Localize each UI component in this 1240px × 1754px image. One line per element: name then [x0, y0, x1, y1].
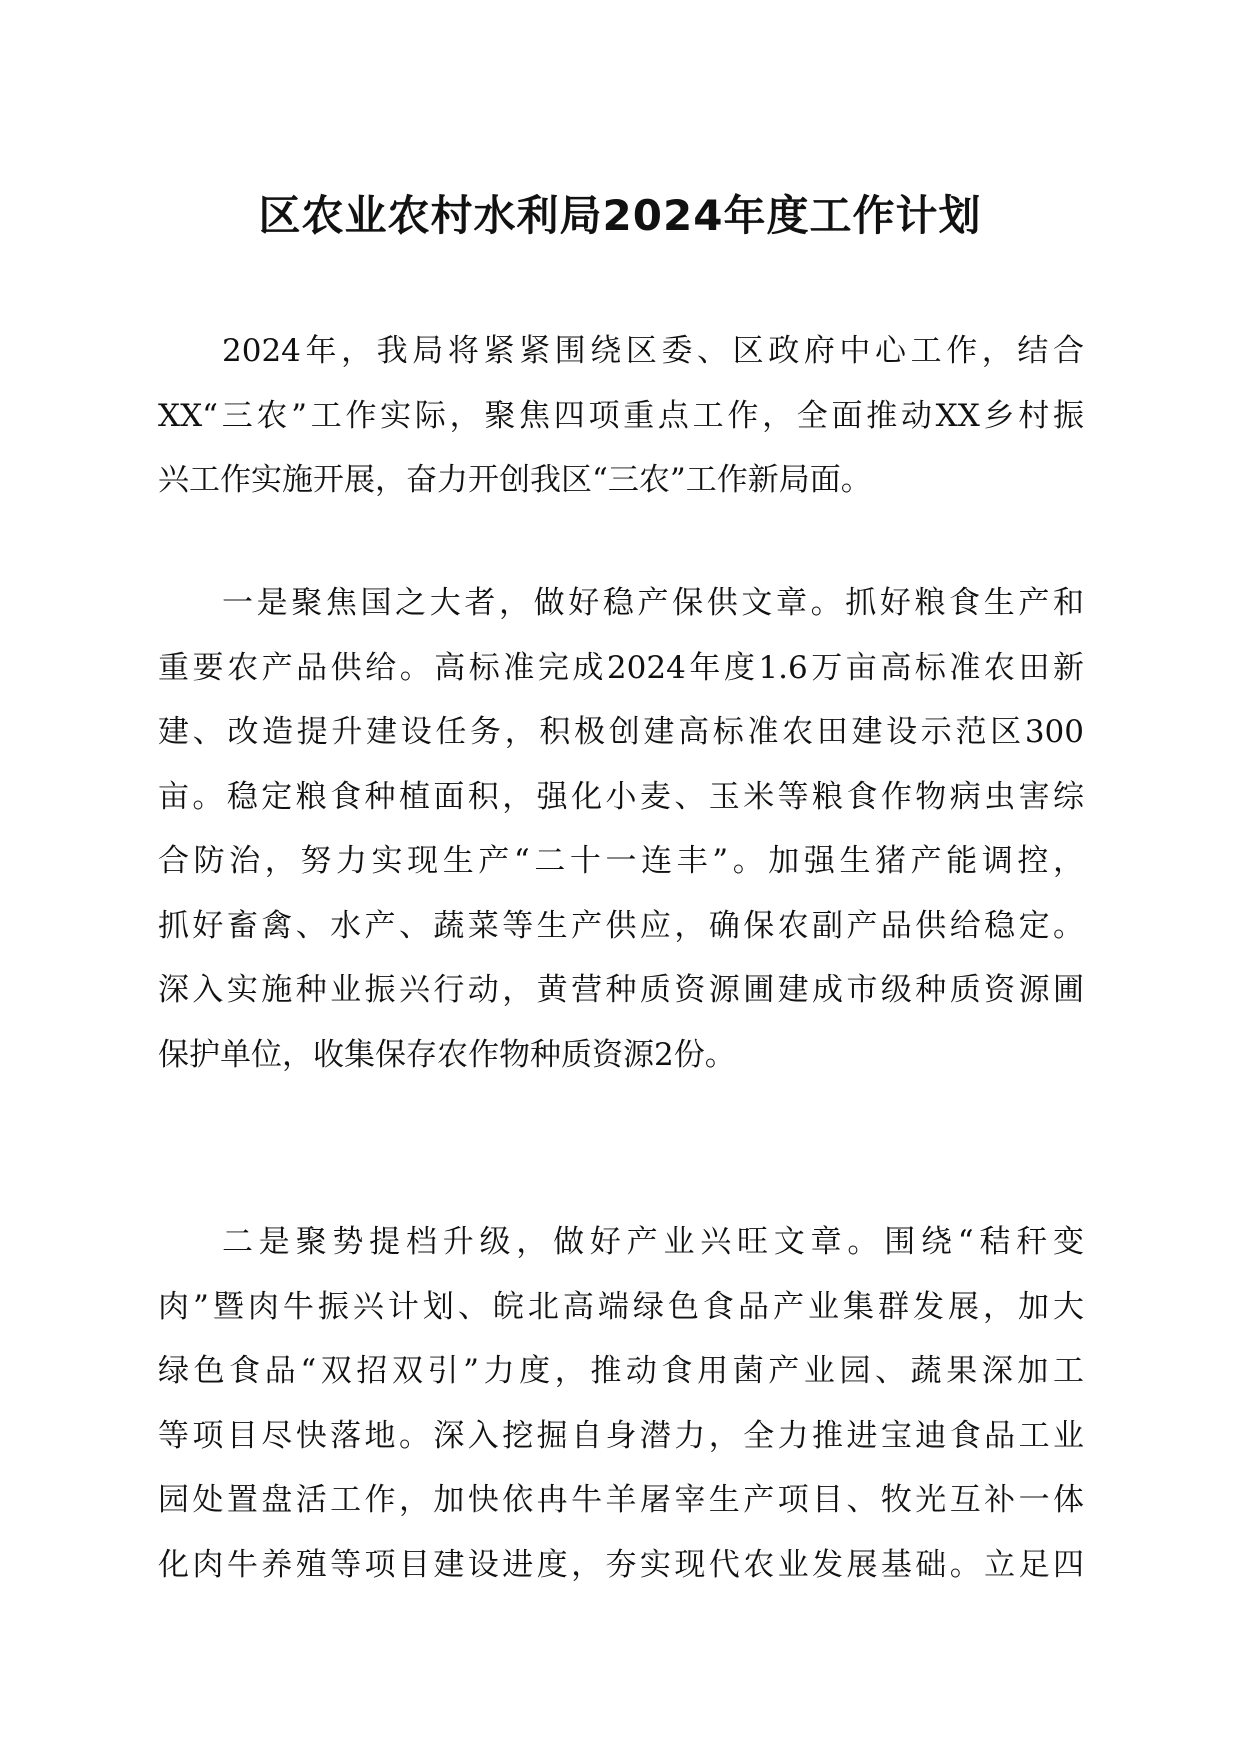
paragraph-line: XX“三农”工作实际，聚焦四项重点工作，全面推动XX乡村振	[158, 397, 1084, 434]
paragraph-line: 等项目尽快落地。深入挖掘自身潜力，全力推进宝迪食品工业	[158, 1417, 1084, 1454]
paragraph-section-one	[158, 571, 1084, 1087]
paragraph-line: 建、改造提升建设任务，积极创建高标准农田建设示范区300	[158, 714, 1084, 750]
paragraph-line: 重要农产品供给。高标准完成2024年度1.6万亩高标准农田新	[158, 649, 1084, 686]
paragraph-line: 二是聚势提档升级，做好产业兴旺文章。围绕“秸秆变	[222, 1224, 1084, 1260]
paragraph-intro	[158, 319, 1084, 513]
paragraph-line: 绿色食品“双招双引”力度，推动食用菌产业园、蔬果深加工	[158, 1353, 1084, 1389]
document-title: 区农业农村水利局2024年度工作计划	[258, 191, 982, 240]
paragraph-line: 抓好畜禽、水产、蔬菜等生产供应，确保农副产品供给稳定。	[158, 907, 1084, 944]
paragraph-line: 一是聚焦国之大者，做好稳产保供文章。抓好粮食生产和	[222, 585, 1084, 621]
paragraph-line: 肉”暨肉牛振兴计划、皖北高端绿色食品产业集群发展，加大	[158, 1288, 1084, 1325]
paragraph-line: 亩。稳定粮食种植面积，强化小麦、玉米等粮食作物病虫害综	[158, 778, 1084, 815]
paragraph-line: 保护单位，收集保存农作物种质资源2份。	[158, 1036, 736, 1073]
paragraph-line: 2024年，我局将紧紧围绕区委、区政府中心工作，结合	[222, 333, 1084, 369]
paragraph-line: 合防治，努力实现生产“二十一连丰”。加强生猪产能调控，	[158, 843, 1084, 879]
paragraph-line: 兴工作实施开展，奋力开创我区“三农”工作新局面。	[158, 462, 872, 498]
paragraph-line: 园处置盘活工作，加快依冉牛羊屠宰生产项目、牧光互补一体	[158, 1482, 1084, 1518]
paragraph-line: 化肉牛养殖等项目建设进度，夯实现代农业发展基础。立足四	[158, 1546, 1084, 1583]
paragraph-section-two	[158, 1210, 1084, 1597]
paragraph-line: 深入实施种业振兴行动，黄营种质资源圃建成市级种质资源圃	[158, 972, 1084, 1008]
